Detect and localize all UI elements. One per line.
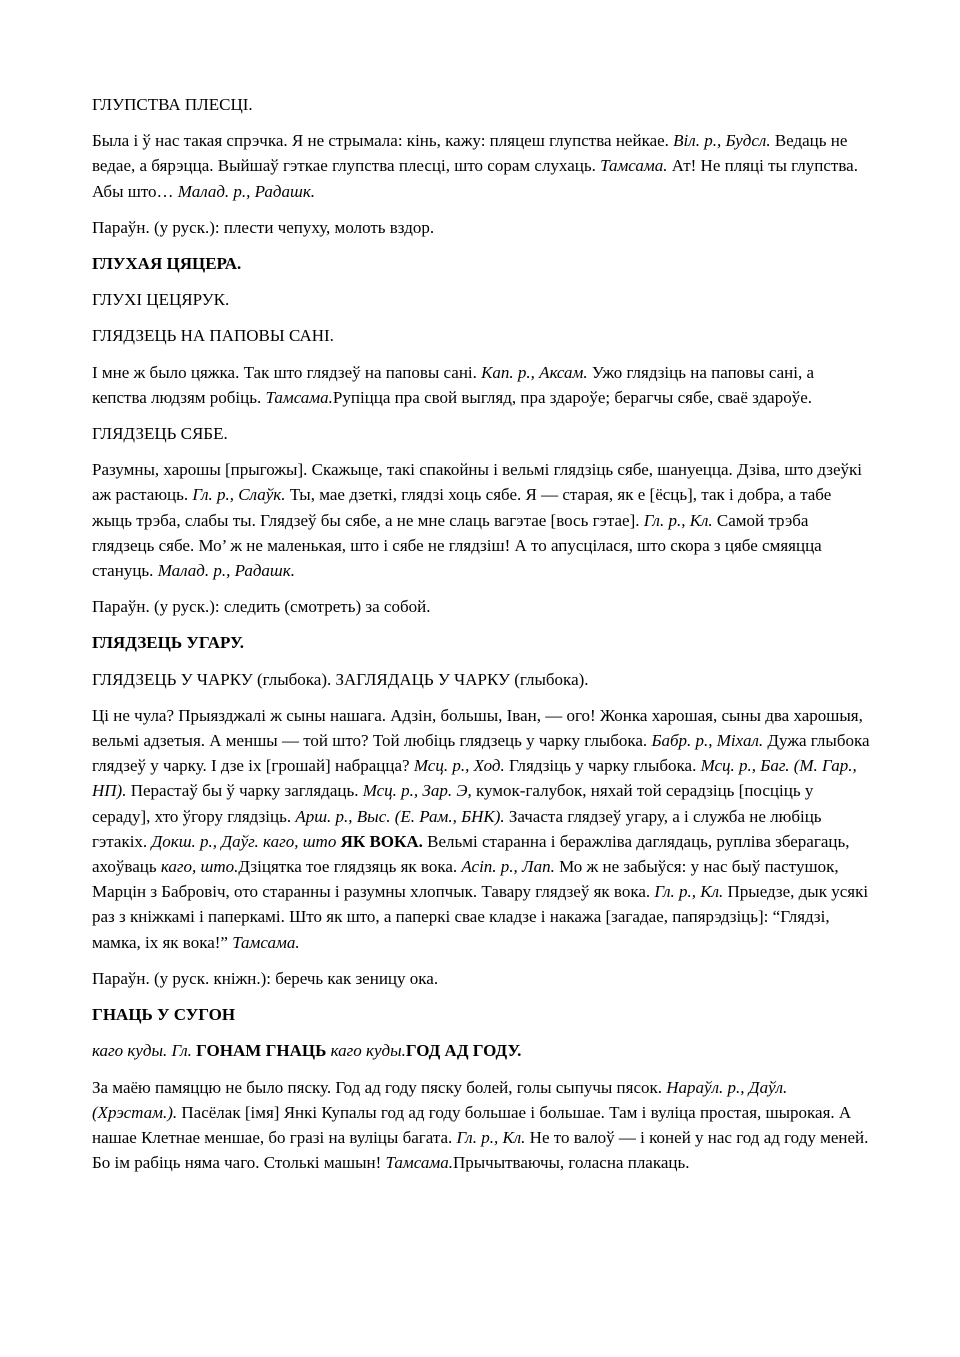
italic-source-text: Асіп. р., Лап. (461, 857, 555, 877)
body-text: ГЛУХІ ЦЕЦЯРУК. (92, 290, 230, 310)
italic-source-text: Мсц. р., Ход. (413, 756, 505, 776)
italic-source-text: каго, што. (160, 857, 239, 877)
body-text: Самой трэба глядзець сябе. Мо’ ж не маленькая, што і сябе не глядзіш! А то апусцілася, што скора з цябе смяяцца стануць. (92, 510, 822, 581)
italic-source-text: Тамсама. (600, 156, 668, 176)
bold-text: ГОД АД ГОДУ. (405, 1041, 522, 1061)
italic-source-text: Докш. р., Даўг. каго, што (151, 831, 337, 851)
body-text: кумок-галубок, няхай той серадзіць [посціць у сераду], хто ўгору глядзіць. (92, 781, 814, 826)
bold-text: ЯК ВОКА. (336, 831, 423, 851)
paragraph (92, 1002, 872, 1027)
body-text: Перастаў бы ў чарку заглядаць. (126, 781, 363, 801)
body-text: І мне ж было цяжка. Так што глядзеў на паповы сані. (92, 362, 482, 382)
body-text: Ведаць не ведае, а бярэцца. Выйшаў гэткае глупства плесці, што сорам слухаць. (92, 131, 848, 176)
italic-source-text: Бабр. р., Міхал. (651, 731, 764, 751)
paragraph (92, 421, 872, 446)
body-text: Дзіцятка тое глядзяць як вока. (238, 857, 462, 877)
body-text: Зачаста глядзеў угару, а і служба не любіць гэтакіх. (92, 806, 822, 851)
body-text: ГЛЯДЗЕЦЬ СЯБЕ. (92, 424, 228, 444)
paragraph (92, 667, 872, 692)
body-text: Дужа глыбока глядзеў у чарку. І дзе іх [грошай] набрацца? (92, 731, 870, 776)
body-text: ГЛУПСТВА ПЛЕСЦІ. (92, 95, 253, 114)
paragraph (92, 215, 872, 240)
document-page (92, 92, 872, 1186)
italic-source-text: Арш. р., Выс. (Е. Рам., БНК). (295, 806, 505, 826)
body-text: ГЛЯДЗЕЦЬ У ЧАРКУ (глыбока). ЗАГЛЯДАЦЬ У ЧАРКУ (глыбока). (92, 669, 589, 689)
italic-source-text: Гл. р., Кл. (456, 1127, 526, 1147)
italic-source-text: Кап. р., Аксам. (481, 362, 588, 382)
body-text: Была і ў нас такая спрэчка. Я не стрымала: кінь, кажу: пляцеш глупства нейкае. (92, 131, 674, 151)
italic-source-text: Мсц. р., Баг. (М. Гар., НП). (92, 756, 857, 801)
bold-text: ГНАЦЬ У СУГОН (92, 1005, 236, 1025)
paragraph (92, 1038, 872, 1063)
body-text: ГЛЯДЗЕЦЬ НА ПАПОВЫ САНІ. (92, 326, 334, 346)
bold-text: ГЛУХАЯ ЦЯЦЕРА. (92, 254, 242, 274)
paragraph (92, 457, 872, 583)
italic-source-text: Мсц. р., Зар. Э, (362, 781, 472, 801)
body-text: Ці не чула? Прыязджалі ж сыны нашага. Адзін, большы, Іван, — ого! Жонка харошая, сыны два харошыя, вельмі адзетыя. А меншы — той што? Той любіць глядзець у чарку глыбока. (92, 705, 863, 751)
paragraph (92, 92, 872, 117)
paragraph (92, 128, 872, 204)
italic-source-text: Тамсама. (265, 387, 333, 407)
body-text: Ужо глядзіць на паповы сані, а кепства людзям робіць. (92, 362, 815, 407)
bold-text: ГЛЯДЗЕЦЬ УГАРУ. (92, 633, 244, 653)
italic-source-text: Віл. р., Будсл. (673, 131, 771, 151)
paragraph (92, 251, 872, 276)
italic-source-text: Малад. р., Радашк. (177, 181, 316, 201)
paragraph (92, 1075, 872, 1176)
paragraph (92, 703, 872, 955)
body-text: Не то валоў — і коней у нас год ад году меней. Бо ім рабіць няма чаго. Столькі машын! (92, 1127, 869, 1173)
body-text: Пасёлак [імя] Янкі Купалы год ад году большае і большае. Там і вуліца простая, шырокая. А нашае Клетнае меншае, бо гразі на вуліцы багата. (92, 1102, 852, 1147)
paragraph (92, 287, 872, 312)
italic-source-text: Гл. р., Кл. (654, 882, 724, 902)
italic-source-text: Малад. р., Радашк. (157, 561, 295, 581)
italic-source-text: каго куды. (326, 1041, 406, 1061)
italic-source-text: Нараўл. р., Даўл. (Хрэстам.). (92, 1077, 788, 1122)
body-text: Ты, мае дзеткі, глядзі хоць сябе. Я — старая, як е [ёсць], так і добра, а табе жыць трэба, слабы ты. Глядзеў бы сябе, а не мне слаць вагэтае [вось гэтае]. (92, 485, 832, 530)
body-text: Глядзіць у чарку глыбока. (504, 756, 701, 776)
body-text: Разумны, харошы [прыгожы]. Скажыце, такі спакойны і вельмі глядзіць сябе, шануецца. Дзіва, што дзеўкі аж растаюць. (92, 460, 862, 505)
body-text: Прычытваючы, голасна плакаць. (452, 1153, 690, 1173)
italic-source-text: Гл. р., Слаўк. (192, 485, 286, 505)
paragraph (92, 630, 872, 655)
paragraph (92, 360, 872, 410)
body-text: Рупіцца пра свой выгляд, пра здароўе; берагчы сябе, сваё здароўе. (332, 387, 813, 407)
body-text: Ат! Не пляці ты глупства. Абы што… (92, 156, 858, 201)
italic-source-text: Тамсама. (232, 932, 300, 952)
bold-text: ГОНАМ ГНАЦЬ (191, 1041, 327, 1061)
body-text: Мо ж не забыўся: у нас быў пастушок, Марцін з Бабровіч, ото старанны і разумны хлопчык. Тавару глядзеў як вока. (92, 857, 839, 902)
body-text: Прыедзе, дык усякі раз з кніжкамі і паперкамі. Што як што, а паперкі свае кладзе і накажа [загадае, папярэдзіць]: “Глядзі, мамка, іх як вока!” (92, 882, 869, 952)
body-text: Параўн. (у руск.): следить (смотреть) за собой. (92, 597, 431, 617)
body-text: Вельмі старанна і беражліва даглядаць, рупліва зберагаць, ахоўваць (92, 831, 850, 877)
body-text: Параўн. (у руск. кніжн.): беречь как зеницу ока. (92, 968, 439, 988)
italic-source-text: каго куды. Гл. (92, 1041, 192, 1061)
italic-source-text: Тамсама. (385, 1153, 453, 1173)
body-text: Параўн. (у руск.): плести чепуху, молоть вздор. (92, 217, 435, 237)
paragraph (92, 966, 872, 991)
paragraph (92, 323, 872, 348)
paragraph (92, 594, 872, 619)
body-text: За маёю памяццю не было пяску. Год ад году пяску болей, голы сыпучы пясок. (92, 1077, 667, 1097)
italic-source-text: Гл. р., Кл. (643, 510, 713, 530)
